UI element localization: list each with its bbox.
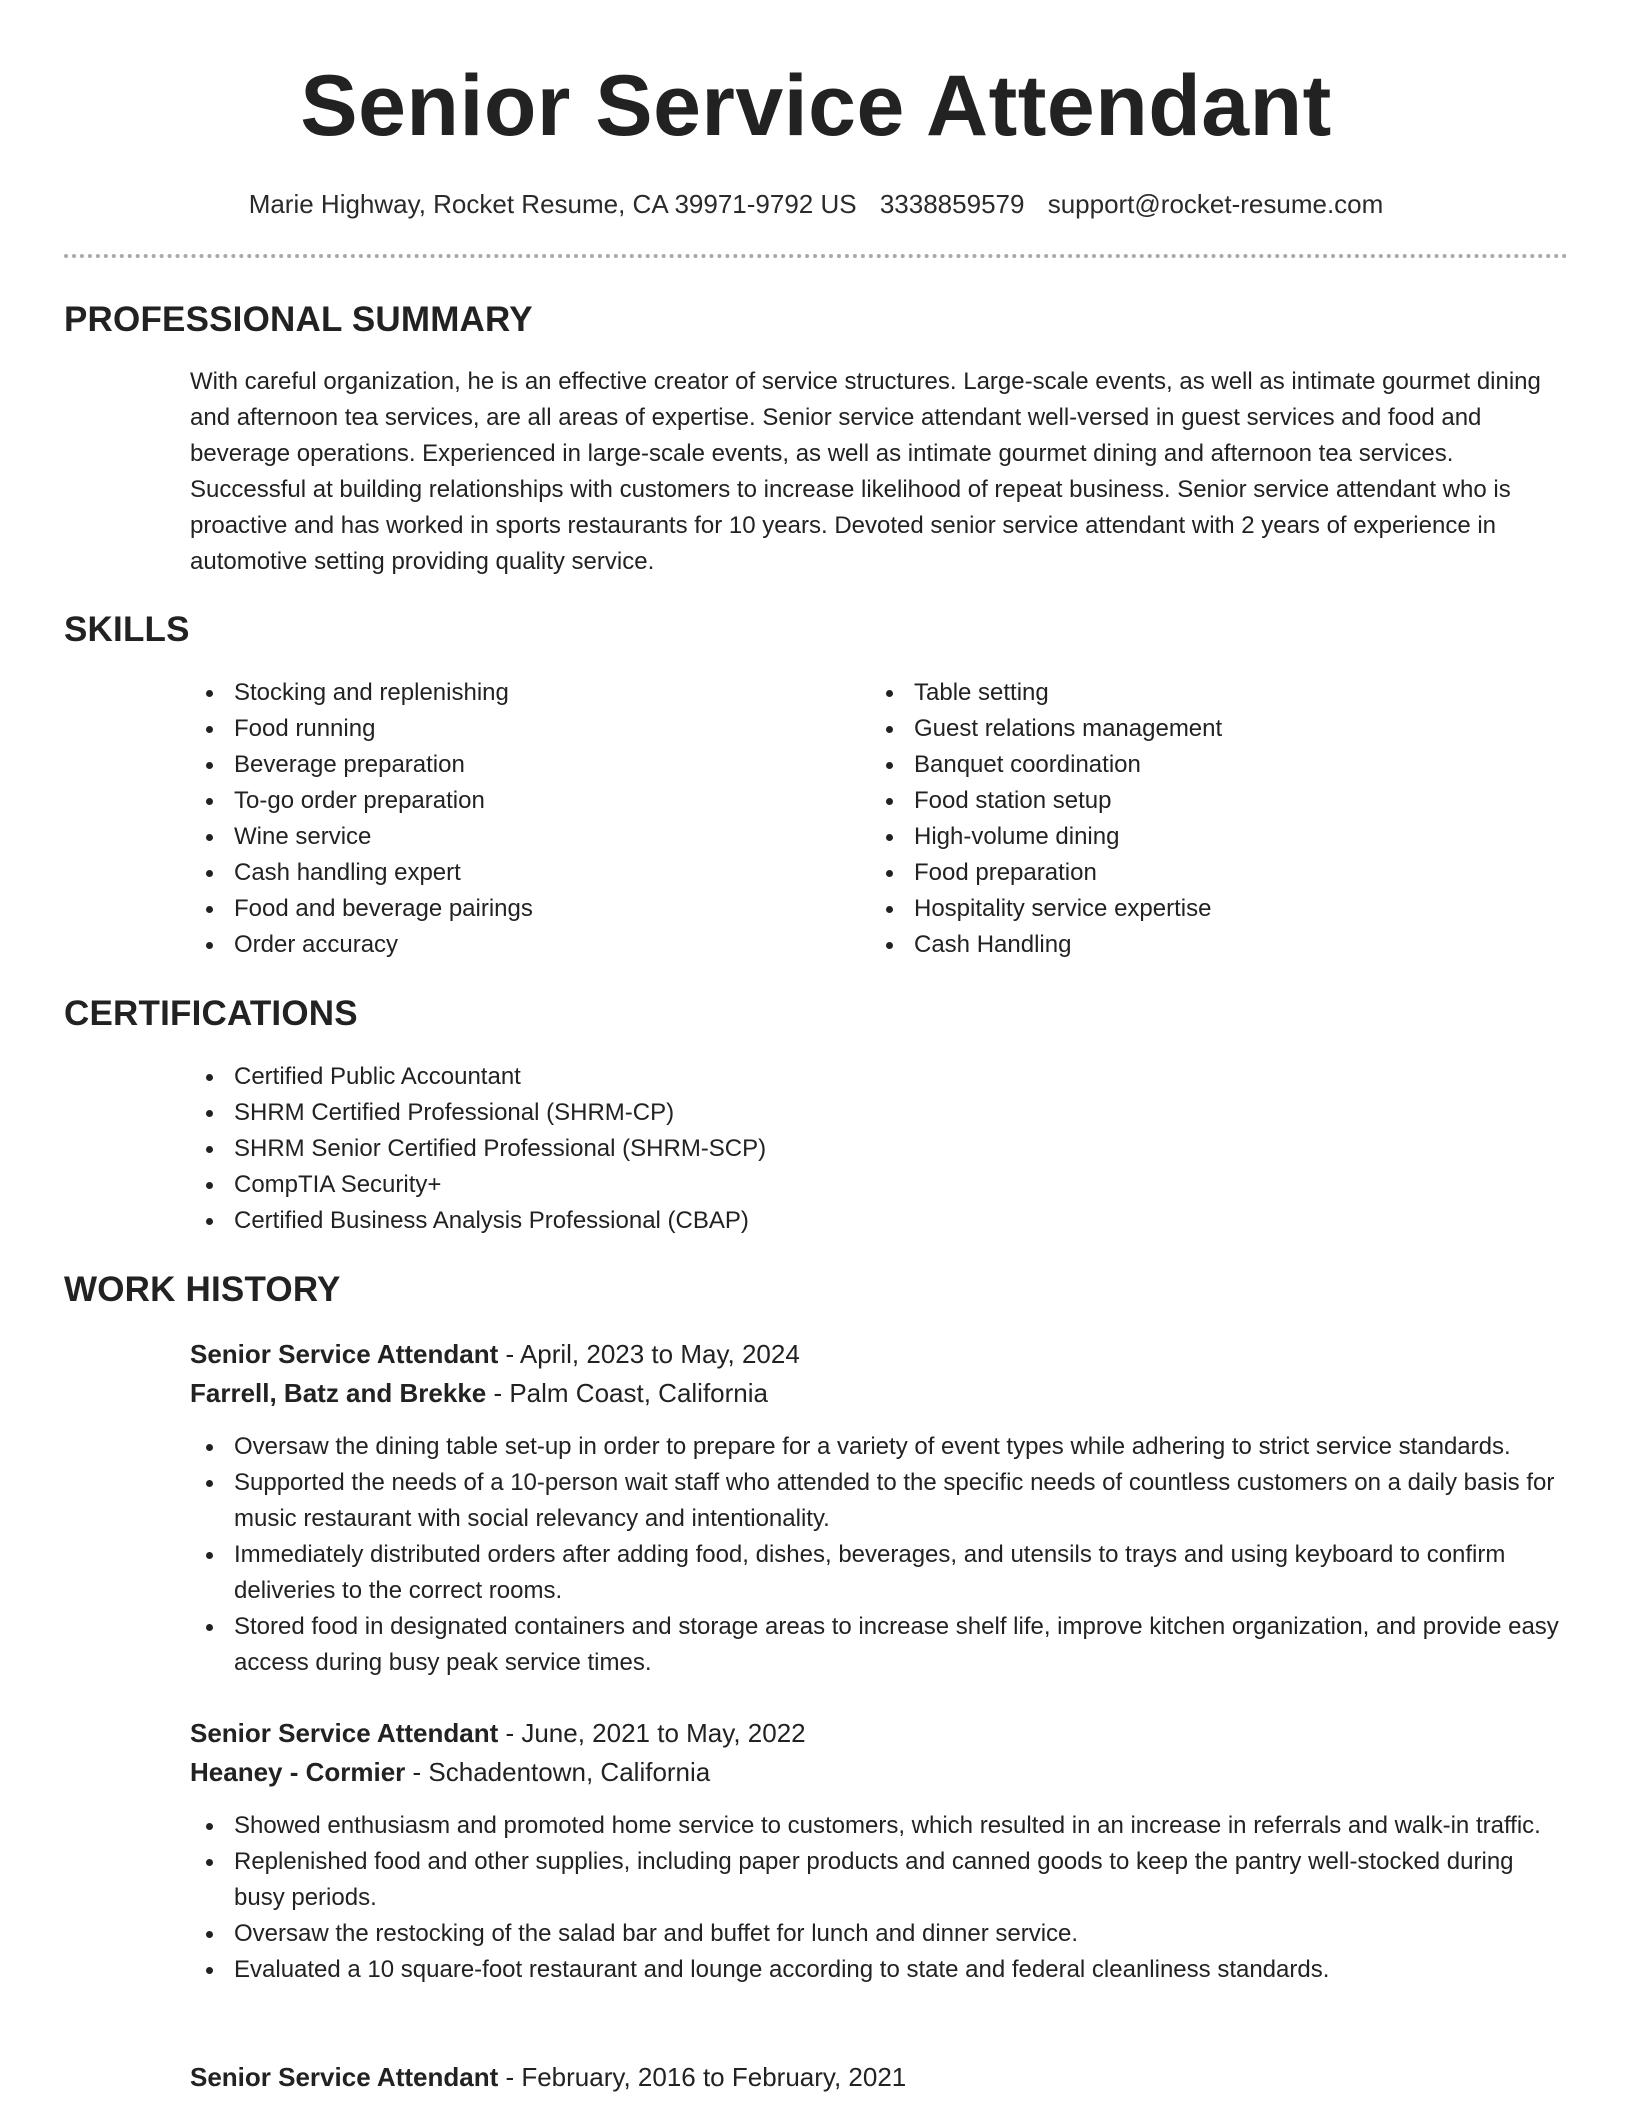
resume-page [64,0,1568,2092]
job-company: Heaney - Cormier [190,1757,406,1787]
job-bullets [190,1429,1568,1681]
job-company-line [190,1753,1568,1792]
job-bullet: Supported the needs of a 10-person wait staff who attended to the specific needs of countless customers on a daily basis for music restaurant with social relevancy and intentionality. [190,1465,1568,1537]
certification-item: Certified Business Analysis Professional (CBAP) [190,1203,766,1239]
certification-item: SHRM Senior Certified Professional (SHRM-SCP) [190,1131,766,1167]
job-title: Senior Service Attendant [190,1718,499,1748]
job-bullet: Evaluated a 10 square-foot restaurant and lounge according to state and federal cleanliness standards. [190,1952,1568,1988]
job-dates: - February, 2016 to February, 2021 [498,2062,907,2092]
skill-item: Wine service [190,819,870,855]
skill-item: Beverage preparation [190,747,870,783]
summary-section [190,364,1568,580]
certification-item: Certified Public Accountant [190,1059,766,1095]
job-title: Senior Service Attendant [190,2062,499,2092]
section-heading-skills: SKILLS [64,610,190,649]
job-entry [190,1714,1568,1988]
contact-line [64,186,1568,222]
skill-item: Banquet coordination [870,747,1550,783]
certifications-list [190,1059,766,1239]
skills-list-left [190,675,870,963]
skill-item: Food and beverage pairings [190,891,870,927]
section-heading-work-history: WORK HISTORY [64,1270,341,1309]
job-title-line [190,2058,1568,2097]
section-heading-summary: PROFESSIONAL SUMMARY [64,300,533,339]
skill-item: Table setting [870,675,1550,711]
contact-address: Marie Highway, Rocket Resume, CA 39971-9792 US [248,189,857,219]
job-bullet: Showed enthusiasm and promoted home service to customers, which resulted in an increase in referrals and walk-in traffic. [190,1808,1568,1844]
job-title: Senior Service Attendant [190,1339,499,1369]
job-bullets [190,1808,1568,1988]
section-heading-certifications: CERTIFICATIONS [64,994,358,1033]
job-bullet: Stored food in designated containers and storage areas to increase shelf life, improve kitchen organization, and provide easy access during busy peak service times. [190,1609,1568,1681]
summary-text: With careful organization, he is an effective creator of service structures. Large-scale events, as well as intimate gourmet dining and afternoon tea services, are all areas of expertise. Senior service attendant well-versed in guest services and food and beverage operations. Experienced in large-scale events, as well as intimate gourmet dining and afternoon tea services. Successful at building relationships with customers to increase likelihood of repeat business. Senior service attendant who is proactive and has worked in sports restaurants for 10 years. Devoted senior service attendant with 2 years of experience in automotive setting providing quality service. [190,368,1541,575]
job-entry [190,2058,1568,2097]
certification-item: SHRM Certified Professional (SHRM-CP) [190,1095,766,1131]
job-bullet: Oversaw the restocking of the salad bar and buffet for lunch and dinner service. [190,1916,1568,1952]
skill-item: Stocking and replenishing [190,675,870,711]
job-bullet: Oversaw the dining table set-up in order to prepare for a variety of event types while adhering to strict service standards. [190,1429,1568,1465]
skill-item: Food preparation [870,855,1550,891]
skill-item: Food station setup [870,783,1550,819]
job-bullet: Immediately distributed orders after adding food, dishes, beverages, and utensils to trays and using keyboard to confirm deliveries to the correct rooms. [190,1537,1568,1609]
contact-phone: 3338859579 [879,189,1025,219]
contact-email: support@rocket-resume.com [1047,189,1384,219]
certifications-section [190,1059,766,1239]
skill-item: To-go order preparation [190,783,870,819]
skills-grid [190,675,1550,963]
resume-title: Senior Service Attendant [300,58,1332,154]
job-dates: - June, 2021 to May, 2022 [498,1718,806,1748]
job-company: Farrell, Batz and Brekke [190,1378,487,1408]
skill-item: Cash handling expert [190,855,870,891]
job-location: - Schadentown, California [405,1757,711,1787]
job-title-line [190,1714,1568,1753]
header-divider [64,254,1568,258]
job-location: - Palm Coast, California [486,1378,768,1408]
job-dates: - April, 2023 to May, 2024 [498,1339,800,1369]
job-title-line [190,1335,1568,1374]
certification-item: CompTIA Security+ [190,1167,766,1203]
skill-item: Order accuracy [190,927,870,963]
skill-item: High-volume dining [870,819,1550,855]
job-company-line [190,1374,1568,1413]
job-bullet: Replenished food and other supplies, including paper products and canned goods to keep the pantry well-stocked during busy periods. [190,1844,1568,1916]
skill-item: Food running [190,711,870,747]
skills-list-right [870,675,1550,963]
skill-item: Hospitality service expertise [870,891,1550,927]
skill-item: Guest relations management [870,711,1550,747]
skill-item: Cash Handling [870,927,1550,963]
job-entry [190,1335,1568,1681]
